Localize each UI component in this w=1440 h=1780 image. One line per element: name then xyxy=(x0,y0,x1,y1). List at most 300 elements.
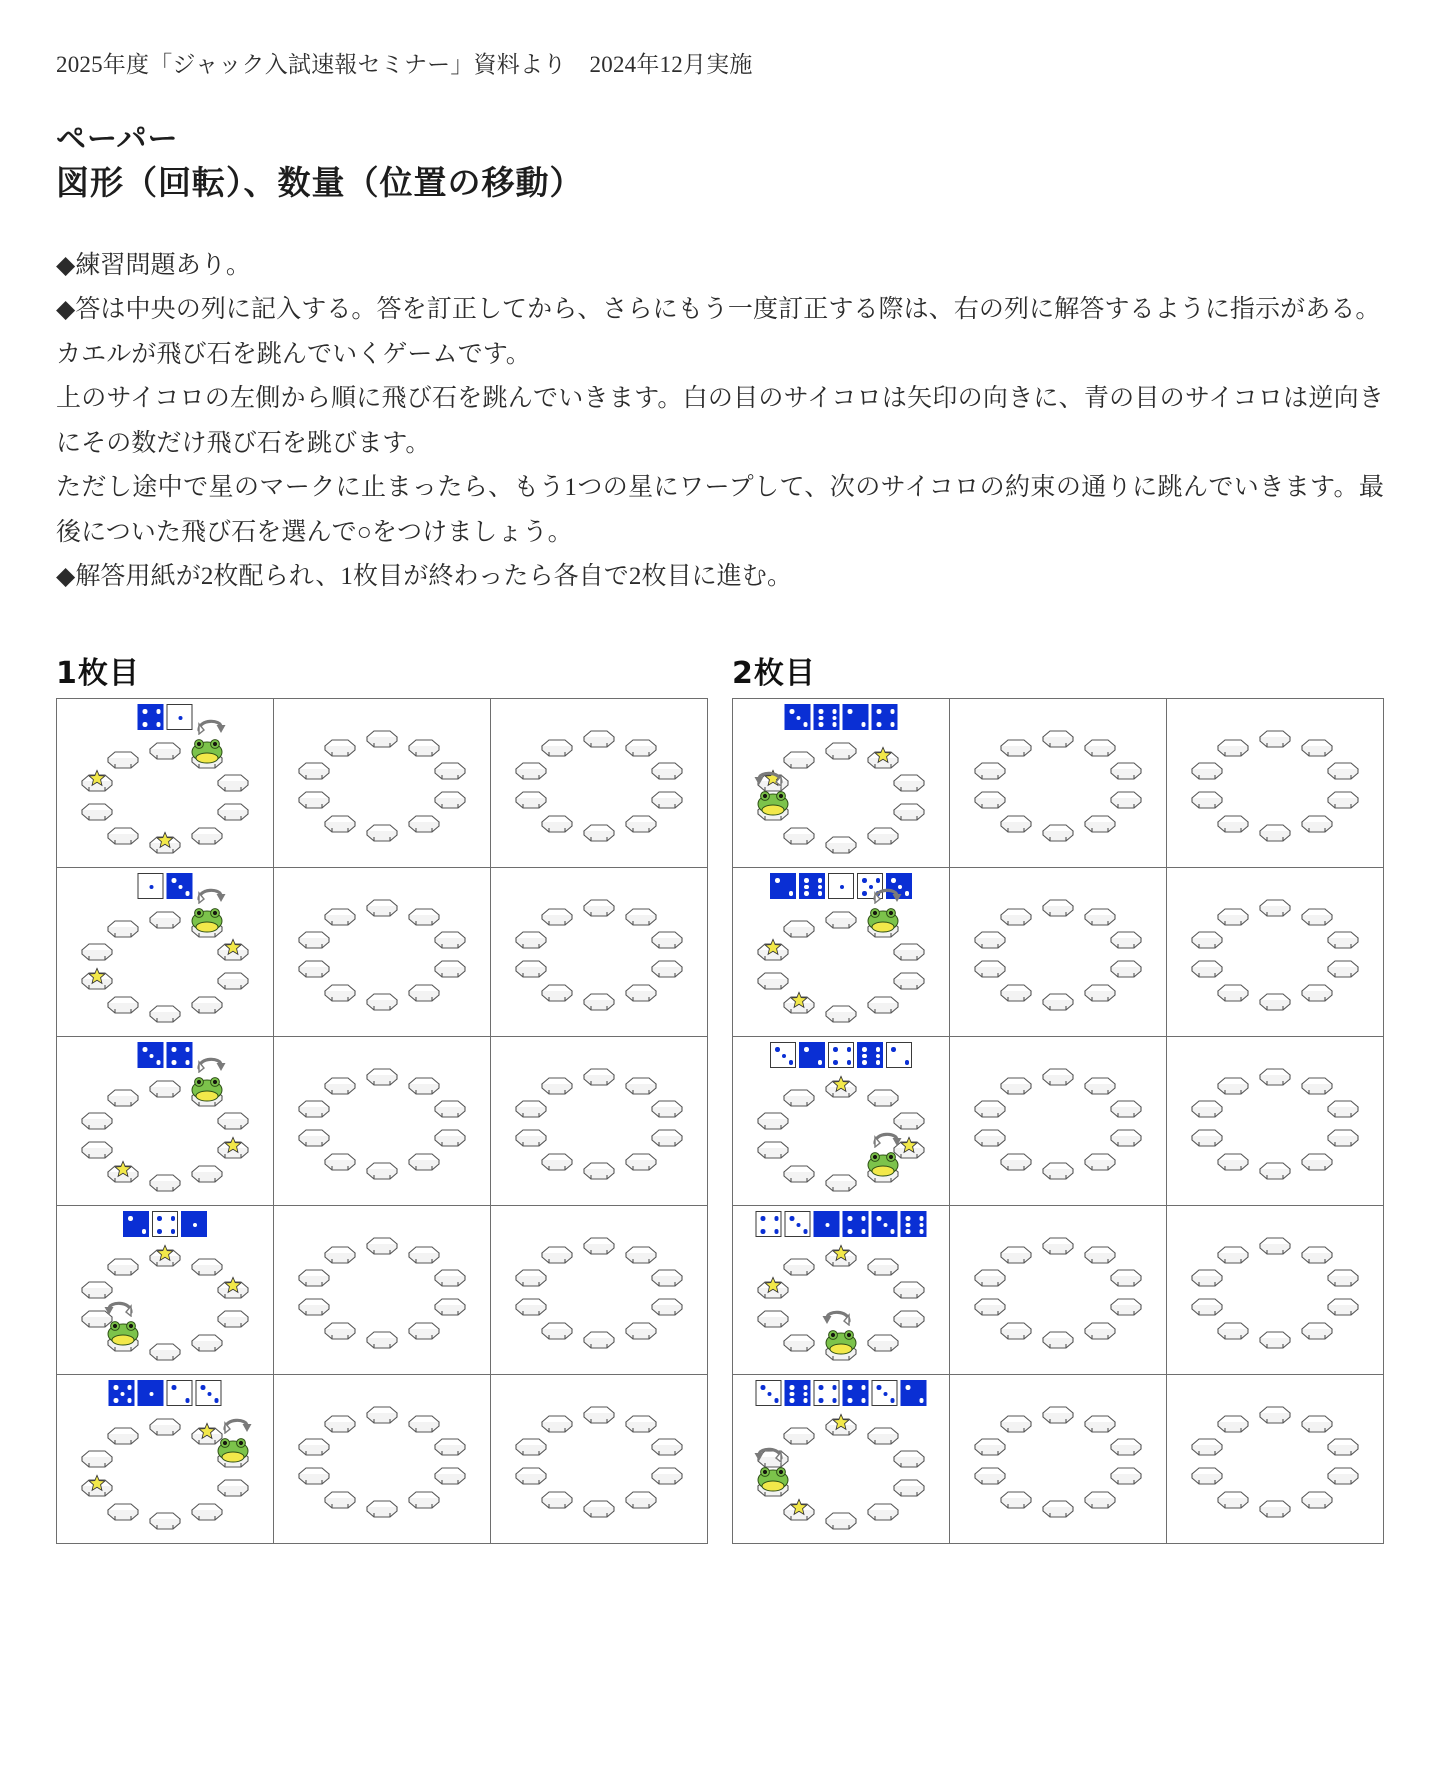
stepping-stone-icon[interactable] xyxy=(1190,1098,1224,1120)
stepping-stone-icon[interactable] xyxy=(433,760,467,782)
stepping-stone-icon[interactable] xyxy=(866,1332,900,1354)
stepping-stone-icon[interactable] xyxy=(999,1413,1033,1435)
stepping-stone-icon[interactable] xyxy=(1300,1320,1334,1342)
stepping-stone-icon[interactable] xyxy=(407,982,441,1004)
stepping-stone-icon[interactable] xyxy=(1041,991,1075,1013)
stepping-stone-icon[interactable] xyxy=(1190,1436,1224,1458)
stepping-stone-icon[interactable] xyxy=(1041,1404,1075,1426)
stepping-stone-icon[interactable] xyxy=(999,1075,1033,1097)
stepping-stone-icon[interactable] xyxy=(1326,958,1360,980)
stepping-stone-icon[interactable] xyxy=(1041,1235,1075,1257)
stepping-stone-icon[interactable] xyxy=(824,1003,858,1025)
stepping-stone-icon[interactable] xyxy=(999,982,1033,1004)
stepping-stone-icon[interactable] xyxy=(582,728,616,750)
stepping-stone-icon[interactable] xyxy=(148,740,182,762)
stepping-stone-icon[interactable] xyxy=(1258,1160,1292,1182)
stepping-stone-icon[interactable] xyxy=(297,1098,331,1120)
stepping-stone-icon[interactable] xyxy=(650,958,684,980)
stepping-stone-icon[interactable] xyxy=(782,1163,816,1185)
stepping-stone-icon[interactable] xyxy=(1216,737,1250,759)
stepping-stone-icon[interactable] xyxy=(514,789,548,811)
stepping-stone-icon[interactable] xyxy=(148,1172,182,1194)
stepping-stone-icon[interactable] xyxy=(323,1244,357,1266)
stepping-stone-icon[interactable] xyxy=(365,728,399,750)
stepping-stone-icon[interactable] xyxy=(1041,1066,1075,1088)
stepping-stone-icon[interactable] xyxy=(1083,813,1117,835)
stepping-stone-icon[interactable] xyxy=(1190,929,1224,951)
stepping-stone-icon[interactable] xyxy=(624,1151,658,1173)
stepping-stone-icon[interactable] xyxy=(407,737,441,759)
answer-cell[interactable] xyxy=(491,1037,707,1205)
stepping-stone-icon[interactable] xyxy=(756,1110,790,1132)
stepping-stone-icon[interactable] xyxy=(540,737,574,759)
stepping-stone-icon[interactable] xyxy=(1300,813,1334,835)
stepping-stone-icon[interactable] xyxy=(365,1235,399,1257)
stepping-stone-icon[interactable] xyxy=(1216,813,1250,835)
stepping-stone-icon[interactable] xyxy=(297,1465,331,1487)
stepping-stone-icon[interactable] xyxy=(323,906,357,928)
stepping-stone-icon[interactable] xyxy=(148,1003,182,1025)
response-cell[interactable] xyxy=(491,1374,708,1543)
answer-cell[interactable] xyxy=(274,1375,490,1543)
stepping-stone-icon[interactable] xyxy=(624,813,658,835)
stepping-stone-icon[interactable] xyxy=(866,825,900,847)
response-cell[interactable] xyxy=(491,867,708,1036)
stepping-stone-icon[interactable] xyxy=(106,1256,140,1278)
stepping-stone-icon[interactable] xyxy=(650,1465,684,1487)
stepping-stone-icon[interactable] xyxy=(624,982,658,1004)
stepping-stone-icon[interactable] xyxy=(323,813,357,835)
stepping-stone-icon[interactable] xyxy=(297,1436,331,1458)
stepping-stone-icon[interactable] xyxy=(1326,760,1360,782)
stepping-stone-icon[interactable] xyxy=(973,1296,1007,1318)
stepping-stone-icon[interactable] xyxy=(1258,1066,1292,1088)
stepping-stone-icon[interactable] xyxy=(1216,1413,1250,1435)
stepping-stone-icon[interactable] xyxy=(782,918,816,940)
stepping-stone-icon[interactable] xyxy=(1300,1244,1334,1266)
stepping-stone-icon[interactable] xyxy=(582,1329,616,1351)
stepping-stone-icon[interactable] xyxy=(433,958,467,980)
stepping-stone-icon[interactable] xyxy=(1041,897,1075,919)
answer-cell[interactable] xyxy=(274,699,490,867)
stepping-stone-icon[interactable] xyxy=(433,1436,467,1458)
response-cell[interactable] xyxy=(950,1205,1167,1374)
answer-cell[interactable] xyxy=(491,699,707,867)
stepping-stone-icon[interactable] xyxy=(973,958,1007,980)
stepping-stone-icon[interactable] xyxy=(624,1320,658,1342)
stepping-stone-icon[interactable] xyxy=(782,1332,816,1354)
stepping-stone-icon[interactable] xyxy=(650,1127,684,1149)
answer-cell[interactable] xyxy=(1167,868,1383,1036)
stepping-stone-icon[interactable] xyxy=(756,1139,790,1161)
stepping-stone-icon[interactable] xyxy=(1326,1098,1360,1120)
stepping-stone-icon[interactable] xyxy=(1216,1075,1250,1097)
stepping-stone-icon[interactable] xyxy=(216,1308,250,1330)
stepping-stone-icon[interactable] xyxy=(106,1501,140,1523)
stepping-stone-icon[interactable] xyxy=(1326,1465,1360,1487)
response-cell[interactable] xyxy=(491,1205,708,1374)
stepping-stone-icon[interactable] xyxy=(824,1510,858,1532)
response-cell[interactable] xyxy=(274,698,491,867)
stepping-stone-icon[interactable] xyxy=(433,1267,467,1289)
stepping-stone-icon[interactable] xyxy=(1109,1127,1143,1149)
stepping-stone-icon[interactable] xyxy=(824,1172,858,1194)
response-cell[interactable] xyxy=(274,867,491,1036)
stepping-stone-icon[interactable] xyxy=(1300,1489,1334,1511)
stepping-stone-icon[interactable] xyxy=(433,929,467,951)
stepping-stone-icon[interactable] xyxy=(80,1448,114,1470)
stepping-stone-icon[interactable] xyxy=(1190,1267,1224,1289)
stepping-stone-icon[interactable] xyxy=(433,1127,467,1149)
stepping-stone-icon[interactable] xyxy=(190,994,224,1016)
stepping-stone-icon[interactable] xyxy=(1083,1320,1117,1342)
stepping-stone-icon[interactable] xyxy=(190,1501,224,1523)
stepping-stone-icon[interactable] xyxy=(892,970,926,992)
stepping-stone-icon[interactable] xyxy=(148,1510,182,1532)
stepping-stone-icon[interactable] xyxy=(1109,760,1143,782)
stepping-stone-icon[interactable] xyxy=(106,1087,140,1109)
stepping-stone-icon[interactable] xyxy=(1083,1244,1117,1266)
stepping-stone-icon[interactable] xyxy=(216,1477,250,1499)
stepping-stone-icon[interactable] xyxy=(1109,929,1143,951)
stepping-stone-icon[interactable] xyxy=(1216,906,1250,928)
stepping-stone-icon[interactable] xyxy=(297,789,331,811)
stepping-stone-icon[interactable] xyxy=(1041,1329,1075,1351)
stepping-stone-icon[interactable] xyxy=(1109,789,1143,811)
stepping-stone-icon[interactable] xyxy=(624,1413,658,1435)
stepping-stone-icon[interactable] xyxy=(323,1151,357,1173)
stepping-stone-icon[interactable] xyxy=(190,825,224,847)
response-cell[interactable] xyxy=(1167,1374,1384,1543)
stepping-stone-icon[interactable] xyxy=(624,1489,658,1511)
response-cell[interactable] xyxy=(1167,1036,1384,1205)
stepping-stone-icon[interactable] xyxy=(323,1320,357,1342)
stepping-stone-icon[interactable] xyxy=(1190,958,1224,980)
stepping-stone-icon[interactable] xyxy=(1190,760,1224,782)
stepping-stone-icon[interactable] xyxy=(1258,728,1292,750)
stepping-stone-icon[interactable] xyxy=(1041,1498,1075,1520)
stepping-stone-icon[interactable] xyxy=(866,1501,900,1523)
stepping-stone-icon[interactable] xyxy=(1258,1404,1292,1426)
stepping-stone-icon[interactable] xyxy=(1326,929,1360,951)
stepping-stone-icon[interactable] xyxy=(148,909,182,931)
stepping-stone-icon[interactable] xyxy=(323,1489,357,1511)
stepping-stone-icon[interactable] xyxy=(650,1098,684,1120)
stepping-stone-icon[interactable] xyxy=(365,822,399,844)
stepping-stone-icon[interactable] xyxy=(323,982,357,1004)
stepping-stone-icon[interactable] xyxy=(624,737,658,759)
stepping-stone-icon[interactable] xyxy=(1258,1329,1292,1351)
answer-cell[interactable] xyxy=(274,1206,490,1374)
answer-cell[interactable] xyxy=(950,1037,1166,1205)
stepping-stone-icon[interactable] xyxy=(297,958,331,980)
stepping-stone-icon[interactable] xyxy=(973,1436,1007,1458)
stepping-stone-icon[interactable] xyxy=(782,1425,816,1447)
stepping-stone-icon[interactable] xyxy=(624,1244,658,1266)
stepping-stone-icon[interactable] xyxy=(1041,822,1075,844)
stepping-stone-icon[interactable] xyxy=(297,760,331,782)
stepping-stone-icon[interactable] xyxy=(1083,1413,1117,1435)
stepping-stone-icon[interactable] xyxy=(1083,906,1117,928)
stepping-stone-icon[interactable] xyxy=(1300,1151,1334,1173)
stepping-stone-icon[interactable] xyxy=(407,813,441,835)
stepping-stone-icon[interactable] xyxy=(1216,982,1250,1004)
stepping-stone-icon[interactable] xyxy=(824,740,858,762)
stepping-stone-icon[interactable] xyxy=(582,897,616,919)
stepping-stone-icon[interactable] xyxy=(973,1267,1007,1289)
stepping-stone-icon[interactable] xyxy=(365,1329,399,1351)
stepping-stone-icon[interactable] xyxy=(1083,1075,1117,1097)
stepping-stone-icon[interactable] xyxy=(1190,1127,1224,1149)
stepping-stone-icon[interactable] xyxy=(190,1332,224,1354)
stepping-stone-icon[interactable] xyxy=(216,801,250,823)
stepping-stone-icon[interactable] xyxy=(824,834,858,856)
stepping-stone-icon[interactable] xyxy=(365,1160,399,1182)
stepping-stone-icon[interactable] xyxy=(824,909,858,931)
stepping-stone-icon[interactable] xyxy=(1109,1436,1143,1458)
answer-cell[interactable] xyxy=(1167,1037,1383,1205)
stepping-stone-icon[interactable] xyxy=(514,929,548,951)
stepping-stone-icon[interactable] xyxy=(514,1098,548,1120)
stepping-stone-icon[interactable] xyxy=(650,789,684,811)
stepping-stone-icon[interactable] xyxy=(650,1296,684,1318)
stepping-stone-icon[interactable] xyxy=(1216,1151,1250,1173)
stepping-stone-icon[interactable] xyxy=(1258,1498,1292,1520)
stepping-stone-icon[interactable] xyxy=(407,1244,441,1266)
answer-cell[interactable] xyxy=(491,1206,707,1374)
stepping-stone-icon[interactable] xyxy=(1258,822,1292,844)
stepping-stone-icon[interactable] xyxy=(866,1087,900,1109)
stepping-stone-icon[interactable] xyxy=(624,906,658,928)
stepping-stone-icon[interactable] xyxy=(582,1235,616,1257)
stepping-stone-icon[interactable] xyxy=(892,941,926,963)
stepping-stone-icon[interactable] xyxy=(514,1267,548,1289)
answer-cell[interactable] xyxy=(274,868,490,1036)
stepping-stone-icon[interactable] xyxy=(540,1075,574,1097)
stepping-stone-icon[interactable] xyxy=(1326,789,1360,811)
stepping-stone-icon[interactable] xyxy=(892,801,926,823)
stepping-stone-icon[interactable] xyxy=(1326,1127,1360,1149)
stepping-stone-icon[interactable] xyxy=(106,994,140,1016)
stepping-stone-icon[interactable] xyxy=(1041,1160,1075,1182)
stepping-stone-icon[interactable] xyxy=(756,970,790,992)
answer-cell[interactable] xyxy=(1167,1375,1383,1543)
stepping-stone-icon[interactable] xyxy=(756,1308,790,1330)
stepping-stone-icon[interactable] xyxy=(866,1425,900,1447)
stepping-stone-icon[interactable] xyxy=(1041,728,1075,750)
stepping-stone-icon[interactable] xyxy=(650,760,684,782)
response-cell[interactable] xyxy=(950,1374,1167,1543)
stepping-stone-icon[interactable] xyxy=(1258,897,1292,919)
response-cell[interactable] xyxy=(274,1374,491,1543)
answer-cell[interactable] xyxy=(1167,699,1383,867)
stepping-stone-icon[interactable] xyxy=(582,1404,616,1426)
stepping-stone-icon[interactable] xyxy=(148,1078,182,1100)
answer-cell[interactable] xyxy=(950,699,1166,867)
stepping-stone-icon[interactable] xyxy=(999,1244,1033,1266)
stepping-stone-icon[interactable] xyxy=(1109,958,1143,980)
stepping-stone-icon[interactable] xyxy=(80,1110,114,1132)
stepping-stone-icon[interactable] xyxy=(582,1066,616,1088)
stepping-stone-icon[interactable] xyxy=(365,1498,399,1520)
stepping-stone-icon[interactable] xyxy=(892,1279,926,1301)
stepping-stone-icon[interactable] xyxy=(297,929,331,951)
stepping-stone-icon[interactable] xyxy=(1083,1489,1117,1511)
stepping-stone-icon[interactable] xyxy=(973,760,1007,782)
stepping-stone-icon[interactable] xyxy=(1300,982,1334,1004)
stepping-stone-icon[interactable] xyxy=(190,1163,224,1185)
stepping-stone-icon[interactable] xyxy=(216,772,250,794)
response-cell[interactable] xyxy=(274,1205,491,1374)
response-cell[interactable] xyxy=(491,1036,708,1205)
stepping-stone-icon[interactable] xyxy=(1190,789,1224,811)
stepping-stone-icon[interactable] xyxy=(433,1296,467,1318)
stepping-stone-icon[interactable] xyxy=(514,1296,548,1318)
answer-cell[interactable] xyxy=(491,1375,707,1543)
response-cell[interactable] xyxy=(950,698,1167,867)
stepping-stone-icon[interactable] xyxy=(1300,1413,1334,1435)
stepping-stone-icon[interactable] xyxy=(999,906,1033,928)
stepping-stone-icon[interactable] xyxy=(782,1087,816,1109)
stepping-stone-icon[interactable] xyxy=(650,1267,684,1289)
stepping-stone-icon[interactable] xyxy=(407,906,441,928)
answer-cell[interactable] xyxy=(950,868,1166,1036)
stepping-stone-icon[interactable] xyxy=(106,825,140,847)
stepping-stone-icon[interactable] xyxy=(297,1296,331,1318)
stepping-stone-icon[interactable] xyxy=(999,737,1033,759)
stepping-stone-icon[interactable] xyxy=(433,1098,467,1120)
stepping-stone-icon[interactable] xyxy=(540,1489,574,1511)
stepping-stone-icon[interactable] xyxy=(624,1075,658,1097)
stepping-stone-icon[interactable] xyxy=(1326,1296,1360,1318)
response-cell[interactable] xyxy=(950,1036,1167,1205)
stepping-stone-icon[interactable] xyxy=(866,1256,900,1278)
stepping-stone-icon[interactable] xyxy=(1190,1296,1224,1318)
answer-cell[interactable] xyxy=(950,1206,1166,1374)
stepping-stone-icon[interactable] xyxy=(1109,1267,1143,1289)
stepping-stone-icon[interactable] xyxy=(80,1139,114,1161)
stepping-stone-icon[interactable] xyxy=(148,1341,182,1363)
stepping-stone-icon[interactable] xyxy=(106,1425,140,1447)
response-cell[interactable] xyxy=(1167,1205,1384,1374)
stepping-stone-icon[interactable] xyxy=(1216,1489,1250,1511)
stepping-stone-icon[interactable] xyxy=(973,1127,1007,1149)
stepping-stone-icon[interactable] xyxy=(1300,906,1334,928)
stepping-stone-icon[interactable] xyxy=(106,918,140,940)
stepping-stone-icon[interactable] xyxy=(1300,737,1334,759)
stepping-stone-icon[interactable] xyxy=(190,1256,224,1278)
stepping-stone-icon[interactable] xyxy=(650,929,684,951)
stepping-stone-icon[interactable] xyxy=(650,1436,684,1458)
answer-cell[interactable] xyxy=(491,868,707,1036)
stepping-stone-icon[interactable] xyxy=(999,813,1033,835)
stepping-stone-icon[interactable] xyxy=(1258,1235,1292,1257)
response-cell[interactable] xyxy=(1167,867,1384,1036)
stepping-stone-icon[interactable] xyxy=(540,1413,574,1435)
stepping-stone-icon[interactable] xyxy=(297,1267,331,1289)
stepping-stone-icon[interactable] xyxy=(433,789,467,811)
stepping-stone-icon[interactable] xyxy=(1109,1465,1143,1487)
stepping-stone-icon[interactable] xyxy=(892,772,926,794)
stepping-stone-icon[interactable] xyxy=(106,749,140,771)
stepping-stone-icon[interactable] xyxy=(216,970,250,992)
stepping-stone-icon[interactable] xyxy=(323,1075,357,1097)
stepping-stone-icon[interactable] xyxy=(1109,1296,1143,1318)
stepping-stone-icon[interactable] xyxy=(999,1320,1033,1342)
stepping-stone-icon[interactable] xyxy=(1216,1320,1250,1342)
stepping-stone-icon[interactable] xyxy=(782,825,816,847)
stepping-stone-icon[interactable] xyxy=(407,1151,441,1173)
stepping-stone-icon[interactable] xyxy=(582,1498,616,1520)
stepping-stone-icon[interactable] xyxy=(540,813,574,835)
stepping-stone-icon[interactable] xyxy=(1083,1151,1117,1173)
stepping-stone-icon[interactable] xyxy=(892,1448,926,1470)
stepping-stone-icon[interactable] xyxy=(365,1066,399,1088)
stepping-stone-icon[interactable] xyxy=(892,1477,926,1499)
response-cell[interactable] xyxy=(1167,698,1384,867)
stepping-stone-icon[interactable] xyxy=(365,897,399,919)
stepping-stone-icon[interactable] xyxy=(866,994,900,1016)
stepping-stone-icon[interactable] xyxy=(540,906,574,928)
response-cell[interactable] xyxy=(950,867,1167,1036)
stepping-stone-icon[interactable] xyxy=(297,1127,331,1149)
stepping-stone-icon[interactable] xyxy=(973,1098,1007,1120)
stepping-stone-icon[interactable] xyxy=(407,1413,441,1435)
stepping-stone-icon[interactable] xyxy=(407,1489,441,1511)
stepping-stone-icon[interactable] xyxy=(514,1436,548,1458)
stepping-stone-icon[interactable] xyxy=(1258,991,1292,1013)
answer-cell[interactable] xyxy=(274,1037,490,1205)
stepping-stone-icon[interactable] xyxy=(582,1160,616,1182)
stepping-stone-icon[interactable] xyxy=(407,1320,441,1342)
stepping-stone-icon[interactable] xyxy=(1109,1098,1143,1120)
answer-cell[interactable] xyxy=(950,1375,1166,1543)
stepping-stone-icon[interactable] xyxy=(540,1151,574,1173)
stepping-stone-icon[interactable] xyxy=(782,749,816,771)
stepping-stone-icon[interactable] xyxy=(514,958,548,980)
stepping-stone-icon[interactable] xyxy=(582,822,616,844)
stepping-stone-icon[interactable] xyxy=(999,1151,1033,1173)
stepping-stone-icon[interactable] xyxy=(1083,737,1117,759)
stepping-stone-icon[interactable] xyxy=(433,1465,467,1487)
stepping-stone-icon[interactable] xyxy=(540,1244,574,1266)
stepping-stone-icon[interactable] xyxy=(582,991,616,1013)
stepping-stone-icon[interactable] xyxy=(365,991,399,1013)
stepping-stone-icon[interactable] xyxy=(1216,1244,1250,1266)
stepping-stone-icon[interactable] xyxy=(782,1256,816,1278)
stepping-stone-icon[interactable] xyxy=(323,1413,357,1435)
stepping-stone-icon[interactable] xyxy=(407,1075,441,1097)
stepping-stone-icon[interactable] xyxy=(323,737,357,759)
stepping-stone-icon[interactable] xyxy=(1083,982,1117,1004)
stepping-stone-icon[interactable] xyxy=(892,1308,926,1330)
stepping-stone-icon[interactable] xyxy=(80,801,114,823)
stepping-stone-icon[interactable] xyxy=(973,789,1007,811)
stepping-stone-icon[interactable] xyxy=(148,1416,182,1438)
response-cell[interactable] xyxy=(491,698,708,867)
stepping-stone-icon[interactable] xyxy=(540,1320,574,1342)
stepping-stone-icon[interactable] xyxy=(514,1465,548,1487)
stepping-stone-icon[interactable] xyxy=(999,1489,1033,1511)
stepping-stone-icon[interactable] xyxy=(1300,1075,1334,1097)
stepping-stone-icon[interactable] xyxy=(1190,1465,1224,1487)
stepping-stone-icon[interactable] xyxy=(514,760,548,782)
response-cell[interactable] xyxy=(274,1036,491,1205)
stepping-stone-icon[interactable] xyxy=(216,1110,250,1132)
stepping-stone-icon[interactable] xyxy=(1326,1267,1360,1289)
stepping-stone-icon[interactable] xyxy=(80,941,114,963)
stepping-stone-icon[interactable] xyxy=(365,1404,399,1426)
